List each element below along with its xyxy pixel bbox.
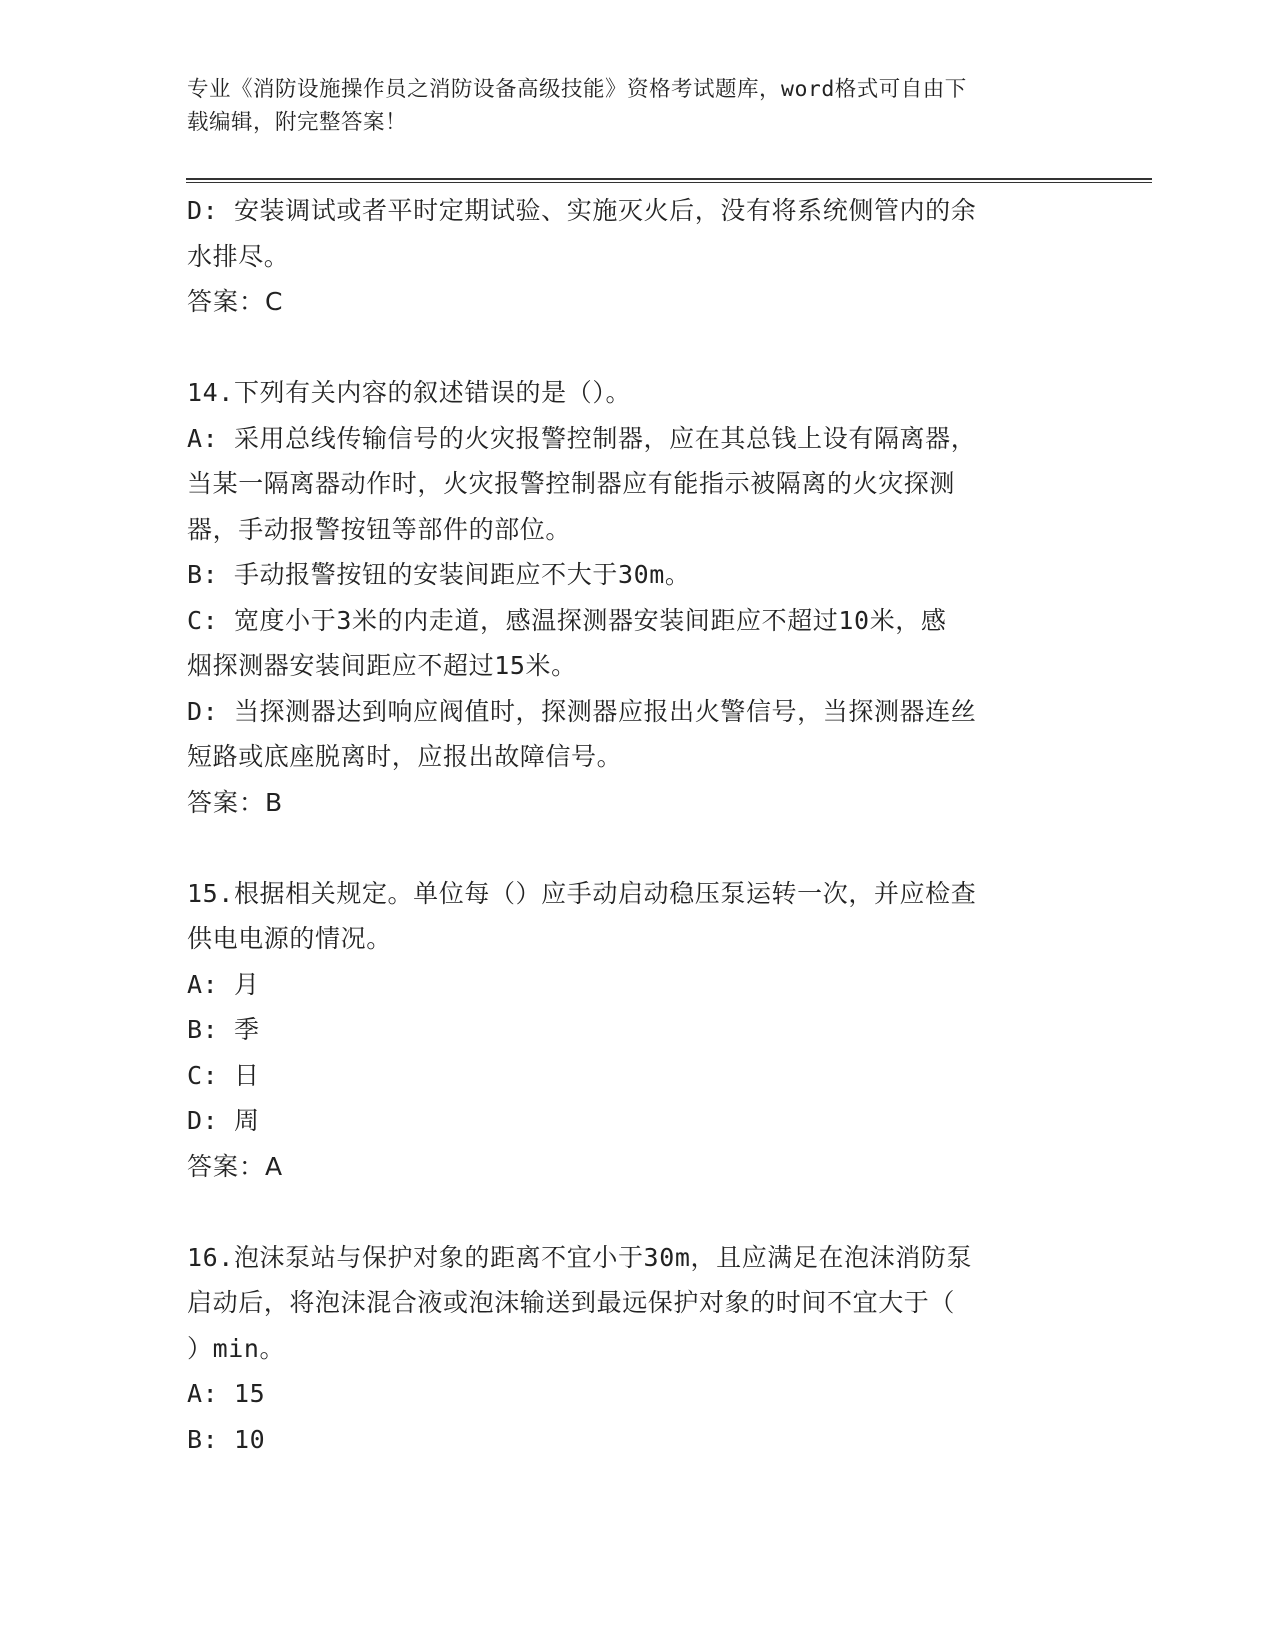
q14-option-a-line-2: 当某一隔离器动作时，火灾报警控制器应有能指示被隔离的火灾探测 <box>187 469 956 498</box>
header-title-line-1: 专业《消防设施操作员之消防设备高级技能》资格考试题库，word格式可自由下 <box>187 77 967 102</box>
q14-option-a-line-3: 器，手动报警按钮等部件的部位。 <box>187 514 572 544</box>
header-divider <box>186 178 1152 183</box>
q16-stem-line-3: ）min。 <box>187 1333 286 1363</box>
question-15 <box>187 871 1087 1190</box>
q15-answer: 答案：A <box>187 1151 284 1181</box>
q14-option-a-line-1: A: 采用总线传输信号的火灾报警控制器，应在其总钱上设有隔离器， <box>187 423 977 453</box>
q13-option-d-line-2: 水排尽。 <box>187 241 290 271</box>
q14-answer: 答案：B <box>187 787 284 817</box>
spacer <box>187 325 1087 371</box>
q15-stem-line-2: 供电电源的情况。 <box>187 924 392 953</box>
spacer <box>187 825 1087 871</box>
q14-option-c-line-2: 烟探测器安装间距应不超过15米。 <box>187 651 577 680</box>
q16-option-b: B: 10 <box>187 1424 266 1454</box>
q14-option-d-line-1: D: 当探测器达到响应阀值时，探测器应报出火警信号，当探测器连丝 <box>187 696 977 726</box>
q16-stem-line-1: 16.泡沫泵站与保护对象的距离不宜小于30m，且应满足在泡沫消防泵 <box>187 1242 973 1272</box>
q15-option-b: B: 季 <box>187 1015 260 1044</box>
q14-option-b: B: 手动报警按钮的安装间距应不大于30m。 <box>187 560 691 589</box>
question-16 <box>187 1235 1087 1463</box>
document-body <box>187 188 1087 1462</box>
document-header <box>187 73 1067 139</box>
spacer <box>187 1189 1087 1235</box>
q16-stem-line-2: 启动后，将泡沫混合液或泡沫输送到最远保护对象的时间不宜大于（ <box>187 1288 956 1317</box>
q14-option-d-line-2: 短路或底座脱离时，应报出故障信号。 <box>187 742 623 771</box>
q13-answer: 答案：C <box>187 287 284 316</box>
q14-stem: 14.下列有关内容的叙述错误的是（）。 <box>187 378 632 407</box>
q15-stem-line-1: 15.根据相关规定。单位每（）应手动启动稳压泵运转一次，并应检查 <box>187 878 977 908</box>
q15-option-a: A: 月 <box>187 969 260 999</box>
header-title-line-2: 载编辑，附完整答案！ <box>187 110 408 135</box>
q15-option-c: C: 日 <box>187 1060 260 1090</box>
q13-option-d-line-1: D: 安装调试或者平时定期试验、实施灭火后，没有将系统侧管内的余 <box>187 196 977 225</box>
q15-option-d: D: 周 <box>187 1106 260 1135</box>
q16-option-a: A: 15 <box>187 1379 266 1408</box>
q14-option-c-line-1: C: 宽度小于3米的内走道，感温探测器安装间距应不超过10米，感 <box>187 605 947 635</box>
question-13-tail <box>187 188 1087 325</box>
question-14 <box>187 370 1087 825</box>
